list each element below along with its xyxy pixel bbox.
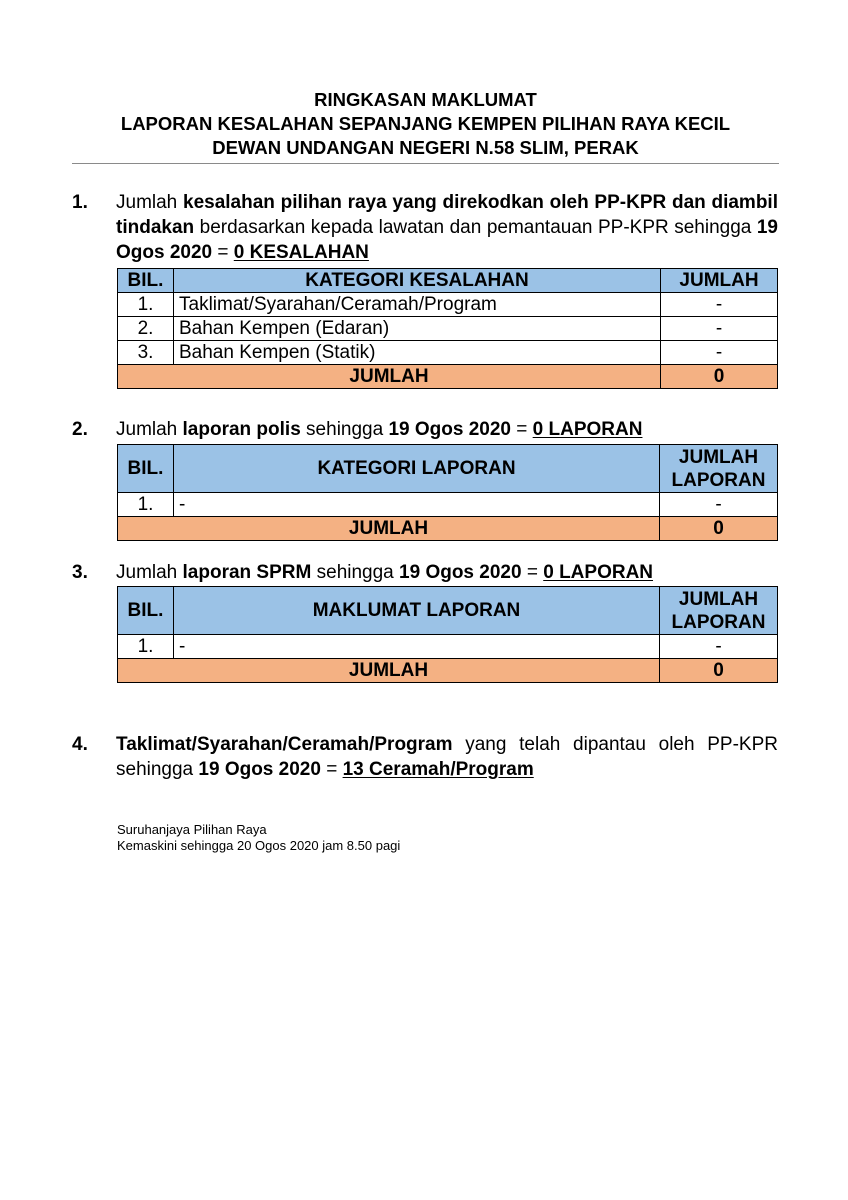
total-value: 0 bbox=[660, 517, 778, 541]
section-3-result: 0 LAPORAN bbox=[543, 562, 654, 583]
section-4-equals: = bbox=[320, 759, 343, 780]
section-1-number: 1. bbox=[72, 192, 88, 213]
footer-note-line-1: Suruhanjaya Pilihan Raya bbox=[117, 822, 267, 837]
section-4-result: 13 Ceramah/Program bbox=[342, 759, 534, 780]
header-jumlah: JUMLAH bbox=[661, 269, 778, 293]
section-2-date: 19 Ogos 2020 bbox=[388, 419, 511, 440]
section-2-bold-phrase: laporan polis bbox=[182, 419, 301, 440]
section-3-bold-phrase: laporan SPRM bbox=[182, 562, 312, 583]
row-bil: 1. bbox=[118, 293, 174, 317]
title-divider bbox=[72, 163, 779, 164]
total-row bbox=[118, 517, 778, 541]
section-2-equals: = bbox=[511, 419, 533, 440]
header-maklumat: MAKLUMAT LAPORAN bbox=[174, 587, 660, 635]
section-4-text-part: yang telah dipantau oleh PP-KPR sehingga bbox=[116, 734, 778, 780]
row-kategori: Taklimat/Syarahan/Ceramah/Program bbox=[174, 293, 661, 317]
header-jumlah-line: JUMLAH bbox=[678, 588, 759, 610]
row-kategori: Bahan Kempen (Edaran) bbox=[174, 317, 661, 341]
laporan-polis-table bbox=[117, 444, 778, 541]
header-bil: BIL. bbox=[118, 587, 174, 635]
footer-note bbox=[117, 822, 400, 854]
section-2-text bbox=[116, 417, 778, 442]
section-3-equals: = bbox=[521, 562, 544, 583]
section-3-number: 3. bbox=[72, 562, 88, 583]
table-header-row bbox=[118, 587, 778, 635]
row-jumlah: - bbox=[661, 317, 778, 341]
total-value: 0 bbox=[660, 659, 778, 683]
section-2-text-part: sehingga bbox=[300, 419, 389, 440]
title-line-1: RINGKASAN MAKLUMAT bbox=[314, 89, 537, 110]
header-bil: BIL. bbox=[118, 445, 174, 493]
footer-note-line-2: Kemaskini sehingga 20 Ogos 2020 jam 8.50 pagi bbox=[117, 838, 401, 853]
table-row bbox=[118, 293, 778, 317]
table-header-row bbox=[118, 445, 778, 493]
header-laporan-line: LAPORAN bbox=[671, 469, 766, 491]
header-jumlah-line: JUMLAH bbox=[678, 446, 759, 468]
section-2-number: 2. bbox=[72, 419, 88, 440]
title-line-3: DEWAN UNDANGAN NEGERI N.58 SLIM, PERAK bbox=[212, 137, 639, 158]
total-label: JUMLAH bbox=[118, 659, 660, 683]
section-1-bold-phrase: kesalahan pilihan raya yang direkodkan oleh PP-KPR dan diambil tindakan bbox=[116, 192, 778, 238]
row-jumlah: - bbox=[661, 293, 778, 317]
section-4-bold-phrase: Taklimat/Syarahan/Ceramah/Program bbox=[116, 734, 453, 755]
header-laporan-line: LAPORAN bbox=[671, 611, 766, 633]
section-4-date: 19 Ogos 2020 bbox=[198, 759, 321, 780]
row-jumlah: - bbox=[660, 493, 778, 517]
total-row bbox=[118, 659, 778, 683]
section-3-text-part: sehingga bbox=[311, 562, 400, 583]
header-jumlah-laporan bbox=[660, 587, 778, 635]
section-3-date: 19 Ogos 2020 bbox=[399, 562, 522, 583]
row-bil: 2. bbox=[118, 317, 174, 341]
kesalahan-table bbox=[117, 268, 778, 389]
row-maklumat: - bbox=[174, 635, 660, 659]
row-jumlah: - bbox=[660, 635, 778, 659]
header-kategori: KATEGORI KESALAHAN bbox=[174, 269, 661, 293]
total-value: 0 bbox=[661, 365, 778, 389]
header-bil: BIL. bbox=[118, 269, 174, 293]
table-row bbox=[118, 635, 778, 659]
row-bil: 1. bbox=[118, 493, 174, 517]
section-1-result: 0 KESALAHAN bbox=[233, 242, 369, 263]
row-bil: 1. bbox=[118, 635, 174, 659]
row-jumlah: - bbox=[661, 341, 778, 365]
title-line-2: LAPORAN KESALAHAN SEPANJANG KEMPEN PILIHAN RAYA KECIL bbox=[120, 113, 731, 134]
header-kategori: KATEGORI LAPORAN bbox=[174, 445, 660, 493]
section-4-text bbox=[116, 732, 778, 782]
table-row bbox=[118, 493, 778, 517]
section-1-text-part: berdasarkan kepada lawatan dan pemantauan PP-KPR sehingga bbox=[194, 217, 757, 238]
table-header-row bbox=[118, 269, 778, 293]
table-row bbox=[118, 317, 778, 341]
section-3-text-part: Jumlah bbox=[116, 562, 183, 583]
row-kategori: - bbox=[174, 493, 660, 517]
header-jumlah-laporan bbox=[660, 445, 778, 493]
table-row bbox=[118, 341, 778, 365]
total-label: JUMLAH bbox=[118, 365, 661, 389]
section-3-text bbox=[116, 560, 778, 585]
row-kategori: Bahan Kempen (Statik) bbox=[174, 341, 661, 365]
section-2-result: 0 LAPORAN bbox=[532, 419, 643, 440]
section-1-text bbox=[116, 190, 778, 265]
total-row bbox=[118, 365, 778, 389]
total-label: JUMLAH bbox=[118, 517, 660, 541]
row-bil: 3. bbox=[118, 341, 174, 365]
section-2-text-part: Jumlah bbox=[116, 419, 183, 440]
laporan-sprm-table bbox=[117, 586, 778, 683]
section-4-number: 4. bbox=[72, 734, 88, 755]
document-title bbox=[72, 88, 779, 160]
section-1-date: 19 Ogos 2020 bbox=[116, 217, 778, 263]
section-1-equals: = bbox=[212, 242, 234, 263]
section-1-text-part: Jumlah bbox=[116, 192, 183, 213]
